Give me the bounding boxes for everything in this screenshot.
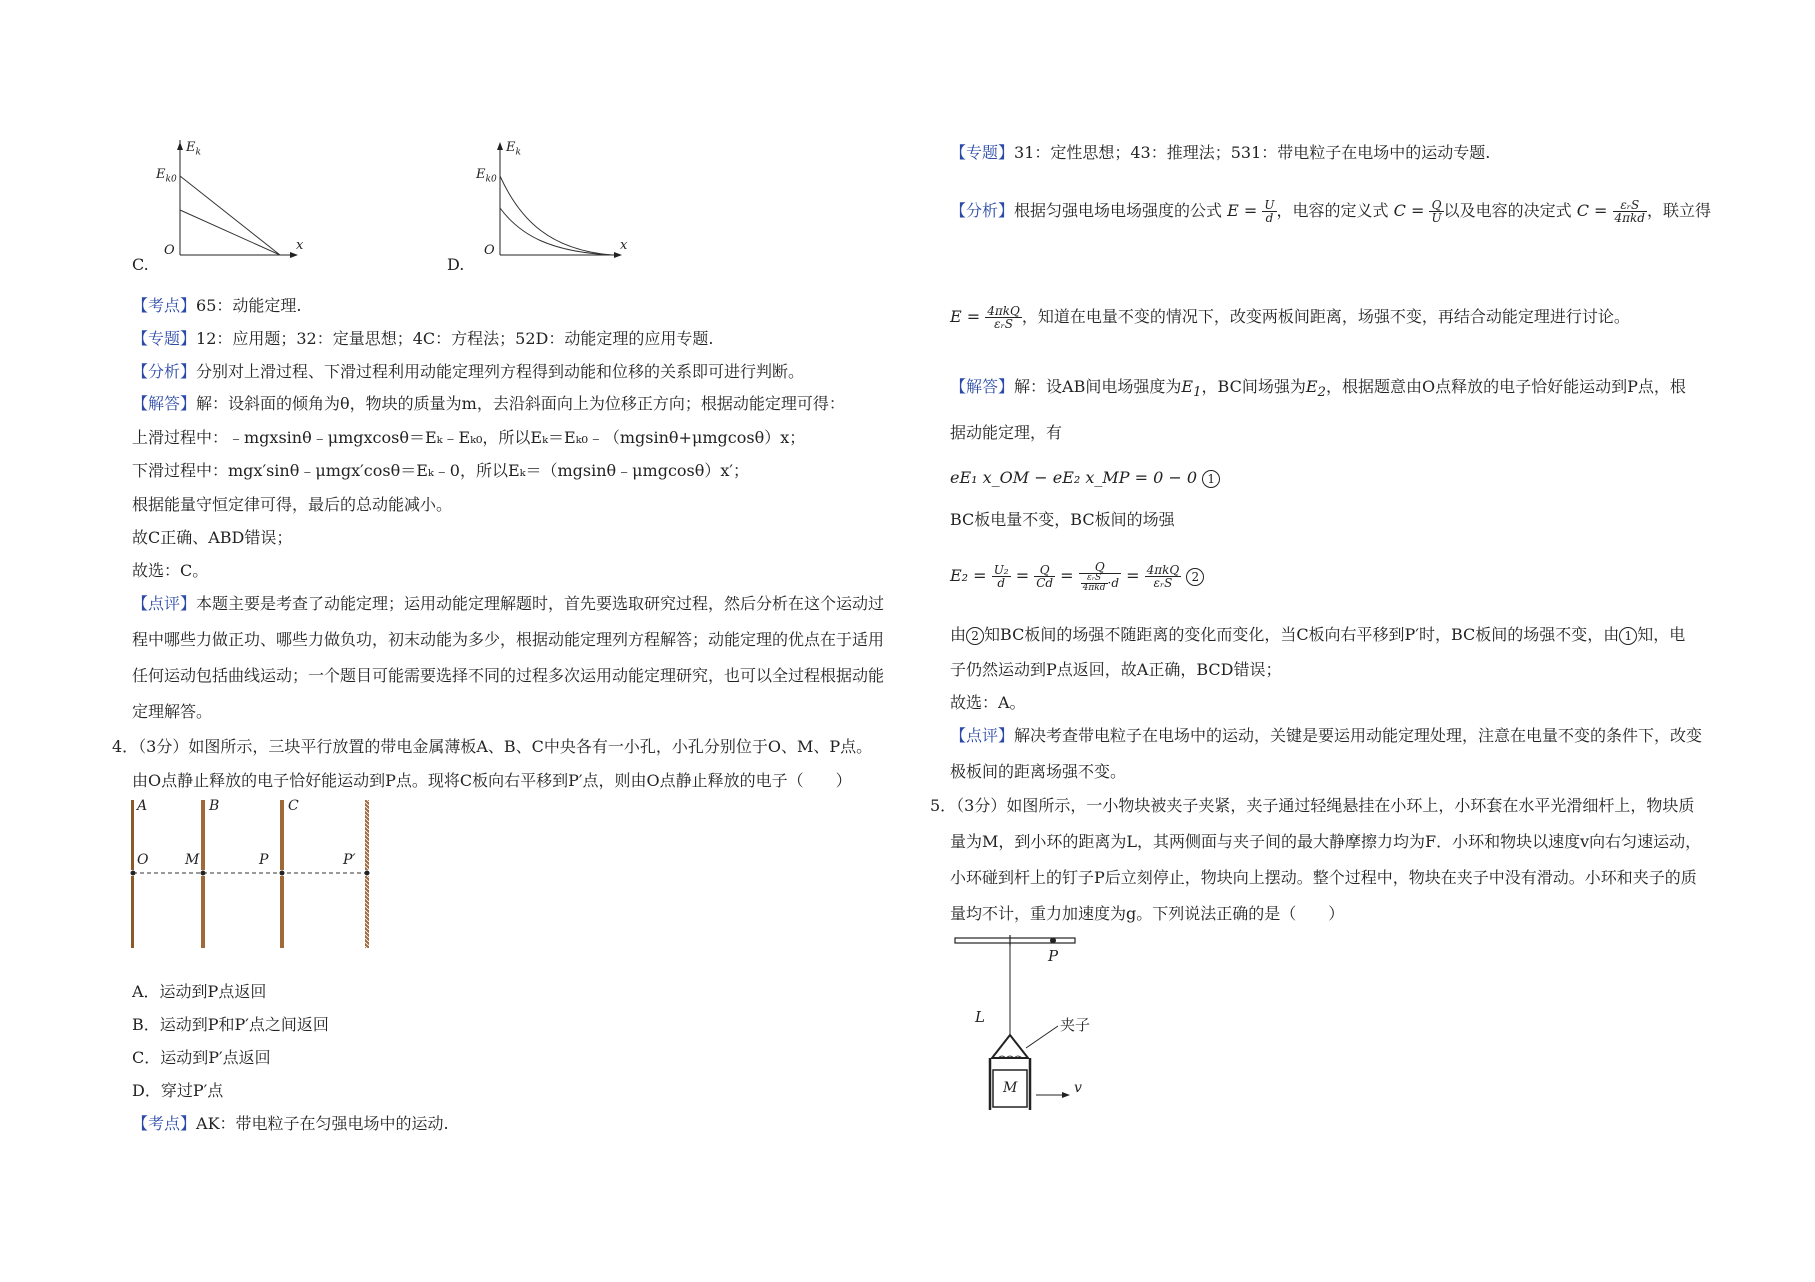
q4-dianping-2: 极板间的距离场强不变。 (950, 762, 1127, 781)
q4-zhuanti: 【专题】31：定性思想；43：推理法；531：带电粒子在电场中的运动专题. (950, 143, 1491, 162)
clip-figure (950, 930, 1150, 1110)
formula-e-ud: E = $\frac{U}{d}$ (1227, 198, 1275, 225)
formula-c-qu: C = $\frac{Q}{U}$ (1393, 198, 1442, 225)
q3-fenxi: 【分析】分别对上滑过程、下滑过程利用动能定理列方程得到动能和位移的关系即可进行判断。 (132, 362, 805, 381)
graph-c-origin: O (164, 243, 175, 258)
graph-c-y0: $E_{k0}$ (156, 167, 177, 185)
plates-figure (125, 798, 385, 958)
q3-line5: 故选：C。 (132, 561, 209, 580)
equation-1: eE₁ x_OM − eE₂ x_MP = 0 − 0 1 (950, 467, 1220, 489)
q3-line3: 根据能量守恒定律可得，最后的总动能减小。 (132, 495, 453, 514)
graph-d-origin: O (484, 243, 495, 258)
graph-d-ylabel: $E_k$ (506, 140, 521, 158)
graph-c-label: C. (132, 255, 149, 274)
q3-dianping: 【点评】本题主要是考查了动能定理；运用动能定理解题时，首先要选取研究过程，然后分析在这个运动过 (132, 594, 885, 613)
q5-stem-3: 小环碰到杆上的钉子P后立刻停止，物块向上摆动。整个过程中，物块在夹子中没有滑动。小环和夹子的质 (950, 868, 1697, 887)
q3-kaodian: 【考点】65：动能定理. (132, 296, 302, 315)
q4-stem-2: 由O点静止释放的电子恰好能运动到P点。现将C板向右平移到P′点，则由O点静止释放的电子（ ） (132, 771, 852, 790)
graph-d-xlabel: x (620, 238, 628, 253)
q4-fenxi: 【分析】根据匀强电场电场强度的公式 E = $\frac{U}{d}$ ，电容的定义式 C = $\frac{Q}{U}$ 以及电容的决定式 C = $\frac{\text{εᵣS}}{\text{4πkd}}$ ，联立得 (950, 198, 1712, 225)
point-label-m: M (185, 852, 200, 868)
mass-label-m: M (1003, 1080, 1018, 1096)
q4-kaodian: 【考点】AK：带电粒子在匀强电场中的运动. (132, 1114, 449, 1133)
graph-d-y0: $E_{k0}$ (476, 167, 497, 185)
q4-jieda-2: 据动能定理，有 (950, 423, 1063, 442)
q4-option-a: A．运动到P点返回 (132, 982, 267, 1001)
bc-field-text: BC板电量不变，BC板间的场强 (950, 510, 1175, 529)
nail-label-p: P (1048, 947, 1059, 965)
q4-conclusion-1: 由 2 知BC板间的场强不随距离的变化而变化，当C板向右平移到P′时，BC板间的场强不变，由 1 知，电 (950, 625, 1686, 644)
q3-line4: 故C正确、ABD错误； (132, 528, 293, 547)
equation-2: E₂ = $\frac{\text{U₂}}{d}$ = $\frac{Q}{Cd}$ = Q $\frac{\text{εᵣS}}{\text{4πkd}}$ ·d = $\frac{\text{4πkQ}}{\text{εᵣS}}$ 2 (950, 558, 1204, 594)
q5-stem-4: 量均不计，重力加速度为g。下列说法正确的是（ ） (950, 904, 1345, 923)
graph-d (450, 140, 630, 270)
graph-c-xlabel: x (296, 238, 304, 253)
q4-option-c: C．运动到P′点返回 (132, 1048, 271, 1067)
graph-c-ylabel: $E_k$ (186, 140, 201, 158)
formula-c-capacitance: C = $\frac{\text{εᵣS}}{\text{4πkd}}$ (1576, 198, 1645, 225)
point-label-p: P (259, 852, 269, 868)
q4-jieda: 【解答】解：设AB间电场强度为$E_1$，BC间场强为$E_2$，根据题意由O点释放的电子恰好能运动到P点，根 (950, 377, 1686, 401)
clip-label: 夹子 (1060, 1016, 1091, 1034)
plate-label-b: B (209, 798, 220, 814)
q3-dianping-3: 任何运动包括曲线运动；一个题目可能需要选择不同的过程多次运用动能定理研究，也可以全过程根据动能 (132, 666, 885, 685)
graph-d-label: D. (447, 255, 465, 274)
velocity-label-v: v (1074, 1080, 1082, 1096)
q4-conclusion-3: 故选：A。 (950, 693, 1026, 712)
formula-e-4pkq: E = $\frac{\text{4πkQ}}{\text{εᵣS}}$ (950, 304, 1020, 331)
q4-fenxi-2: E = $\frac{\text{4πkQ}}{\text{εᵣS}}$ ，知道在电量不变的情况下，改变两板间距离，场强不变，再结合动能定理进行讨论。 (950, 304, 1630, 331)
q4-option-b: B．运动到P和P′点之间返回 (132, 1015, 329, 1034)
q4-option-d: D．穿过P′点 (132, 1081, 224, 1100)
q5-stem-1: 5．（3分）如图所示，一小物块被夹子夹紧，夹子通过轻绳悬挂在小环上，小环套在水平光滑细杆上，物块质 (930, 796, 1695, 815)
q4-stem-1: 4．（3分）如图所示，三块平行放置的带电金属薄板A、B、C中央各有一小孔，小孔分别位于O、M、P点。 (112, 737, 873, 756)
graph-c (130, 140, 304, 270)
q5-stem-2: 量为M，到小环的距离为L，其两侧面与夹子间的最大静摩擦力均为F．小环和物块以速度v向右匀速运动， (950, 832, 1702, 851)
plate-label-c: C (288, 798, 299, 814)
point-label-o: O (137, 852, 149, 868)
length-label-l: L (975, 1008, 985, 1026)
q3-zhuanti: 【专题】12：应用题；32：定量思想；4C：方程法；52D：动能定理的应用专题. (132, 329, 714, 348)
q3-dianping-2: 程中哪些力做正功、哪些力做负功，初末动能为多少，根据动能定理列方程解答；动能定理的优点在于适用 (132, 630, 885, 649)
q3-dianping-4: 定理解答。 (132, 702, 213, 721)
point-label-pp: P′ (343, 852, 356, 868)
plate-label-a: A (137, 798, 148, 814)
q3-line2: 下滑过程中：mgx′sinθ﹣μmgx′cosθ＝Eₖ﹣0，所以Eₖ＝（mgsinθ﹣μmgcosθ）x′； (132, 461, 750, 480)
q4-conclusion-2: 子仍然运动到P点返回，故A正确，BCD错误； (950, 660, 1282, 679)
q3-jieda: 【解答】解：设斜面的倾角为θ，物块的质量为m，去沿斜面向上为位移正方向；根据动能定理可得： (132, 394, 845, 413)
q4-dianping: 【点评】解决考查带电粒子在电场中的运动，关键是要运用动能定理处理，注意在电量不变的条件下，改变 (950, 726, 1703, 745)
q3-line1: 上滑过程中：﹣mgxsinθ﹣μmgxcosθ＝Eₖ﹣Eₖ₀，所以Eₖ＝Eₖ₀﹣（mgsinθ+μmgcosθ）x； (132, 428, 806, 447)
